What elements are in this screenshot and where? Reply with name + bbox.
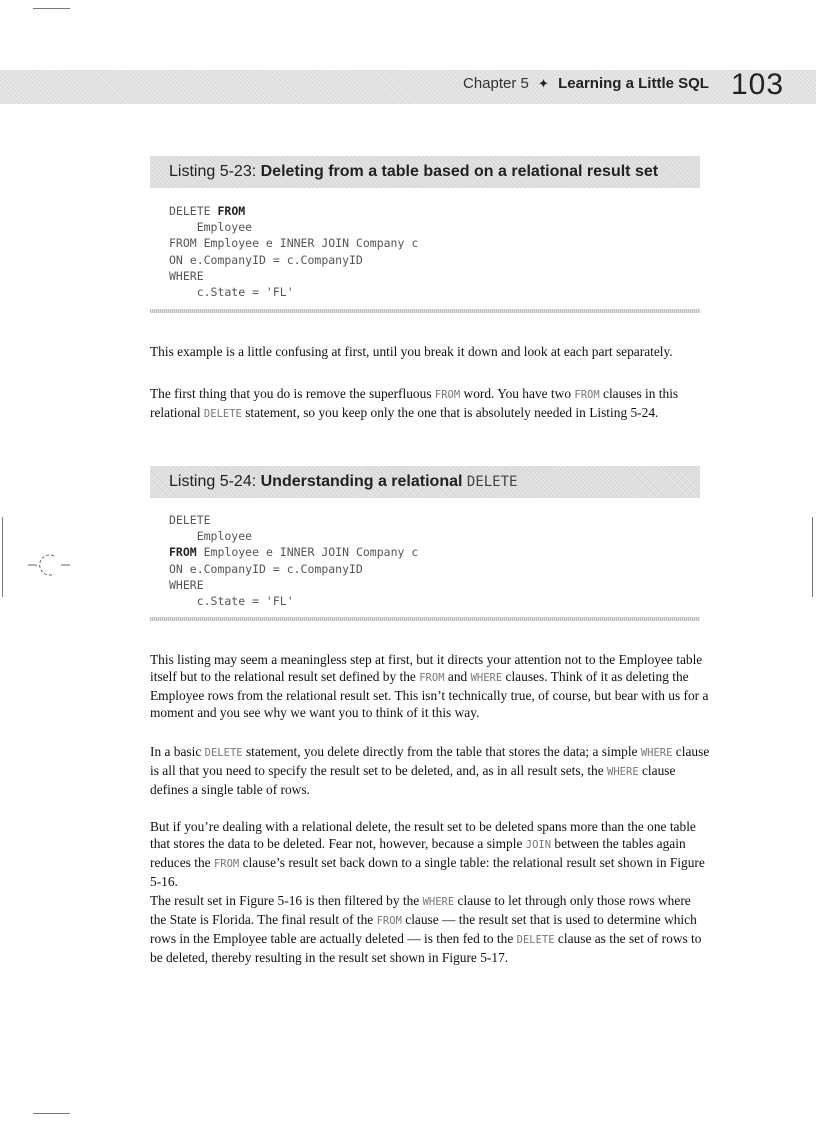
chapter-title: Learning a Little SQL [558, 75, 709, 92]
paragraph-text: clause — the result set that is used to determine which rows in the Employee table are actually deleted — is then fed to the [150, 912, 697, 946]
listing-label: Listing 5-23: [169, 163, 257, 180]
code-text: DELETE [169, 513, 211, 527]
listing-divider [150, 309, 700, 313]
crop-mark-right-edge [812, 517, 813, 597]
inline-code: FROM [376, 915, 402, 927]
inline-code: FROM [434, 389, 461, 401]
code-line [169, 268, 418, 284]
body-paragraph [150, 818, 710, 890]
code-line [169, 252, 418, 268]
body-paragraph [150, 743, 710, 798]
code-line [169, 544, 418, 560]
listing-title: Understanding a relational [260, 473, 463, 490]
paragraph-text: clause’s result set back down to a single table: the relational result set shown in Figure 5-16. [150, 855, 705, 889]
body-paragraph [150, 343, 710, 360]
paragraph-text: clauses in this relational [150, 386, 679, 420]
code-text: WHERE [169, 268, 204, 283]
code-text: Employee e INNER JOIN Company c [196, 545, 419, 560]
paragraph-text: word. You have two [460, 386, 575, 401]
body-paragraph [150, 385, 710, 423]
paragraph-text: The result set in Figure 5-16 is then filtered by the [150, 893, 423, 908]
listing-label: Listing 5-24: [169, 473, 257, 490]
code-text: c.State = 'FL' [169, 594, 294, 609]
paragraph-text: between the tables again reduces the [150, 836, 686, 870]
inline-code: FROM [213, 858, 240, 870]
inline-code: DELETE [516, 934, 555, 946]
paragraph-text: This example is a little confusing at first, until you break it down and look at each part separately. [150, 344, 673, 359]
code-text: Employee [169, 220, 253, 235]
paragraph-text: and [444, 669, 471, 684]
code-line [169, 593, 418, 609]
body-paragraph [150, 651, 710, 721]
listing-divider [150, 617, 700, 621]
code-block [169, 203, 418, 300]
code-line [169, 235, 418, 251]
paragraph-text: clause defines a single table of rows. [150, 763, 676, 797]
running-header [463, 75, 709, 92]
paragraph-text: But if you’re dealing with a relational delete, the result set to be deleted spans more than the one table that stores the data to be deleted. Fear not, however, because a simple [150, 819, 696, 851]
inline-code: DELETE [203, 408, 242, 420]
paragraph-text: statement, you delete directly from the table that stores the data; a simple [242, 744, 641, 759]
listing-title-code: DELETE [466, 474, 518, 490]
code-line [169, 203, 418, 219]
paragraph-text: clause as the set of rows to be deleted, thereby resulting in the result set shown in Figure 5-17. [150, 931, 702, 965]
crop-mark-bottom-left [33, 1113, 70, 1114]
paragraph-text: clauses. Think of it as deleting the Employee rows from the relational result set. This isn’t technically true, of course, but bear with us for a moment and you see why we want you to think of it this way. [150, 669, 709, 720]
code-line [169, 528, 418, 544]
body-paragraph [150, 892, 710, 966]
separator-star-icon: ✦ [538, 76, 549, 91]
code-line [169, 577, 418, 593]
code-keyword: FROM [169, 545, 197, 560]
code-line [169, 561, 418, 577]
code-line [169, 284, 418, 300]
inline-code: WHERE [640, 747, 673, 759]
paragraph-text: This listing may seem a meaningless step at first, but it directs your attention not to the Employee table itself but to the relational result set defined by the [150, 652, 703, 684]
code-text: c.State = 'FL' [169, 285, 294, 300]
code-text: Employee [169, 529, 253, 544]
listing-header [150, 156, 700, 188]
code-text: DELETE [169, 204, 218, 218]
code-keyword: FROM [217, 204, 246, 218]
inline-code: WHERE [470, 672, 503, 684]
code-text: WHERE [169, 577, 204, 592]
inline-code: JOIN [525, 839, 552, 851]
inline-code: WHERE [422, 896, 455, 908]
paragraph-text: statement, so you keep only the one that is absolutely needed in Listing 5-24. [241, 405, 659, 420]
code-text: ON e.CompanyID = c.CompanyID [169, 252, 363, 267]
listing-header [150, 466, 700, 498]
inline-code: WHERE [607, 766, 639, 778]
code-text: ON e.CompanyID = c.CompanyID [169, 561, 363, 576]
paragraph-text: clause to let through only those rows where the State is Florida. The final result of the [150, 893, 691, 927]
code-line [169, 219, 418, 235]
crop-mark-top-left [33, 8, 70, 9]
code-text: FROM Employee e INNER JOIN Company c [169, 236, 419, 251]
registration-mark-icon [28, 552, 72, 578]
paragraph-text: clause is all that you need to specify the result set to be deleted, and, as in all result sets, the [150, 744, 710, 778]
inline-code: FROM [574, 389, 600, 401]
paragraph-text: In a basic [150, 744, 205, 759]
crop-mark-left-edge [2, 517, 3, 597]
inline-code: DELETE [204, 747, 243, 759]
page-number: 103 [731, 68, 785, 101]
listing-title: Deleting from a table based on a relational result set [260, 163, 659, 180]
paragraph-text: The first thing that you do is remove the superfluous [150, 386, 435, 401]
code-block [169, 512, 418, 609]
code-line [169, 512, 418, 528]
inline-code: FROM [419, 672, 445, 684]
chapter-label: Chapter 5 [463, 75, 529, 92]
